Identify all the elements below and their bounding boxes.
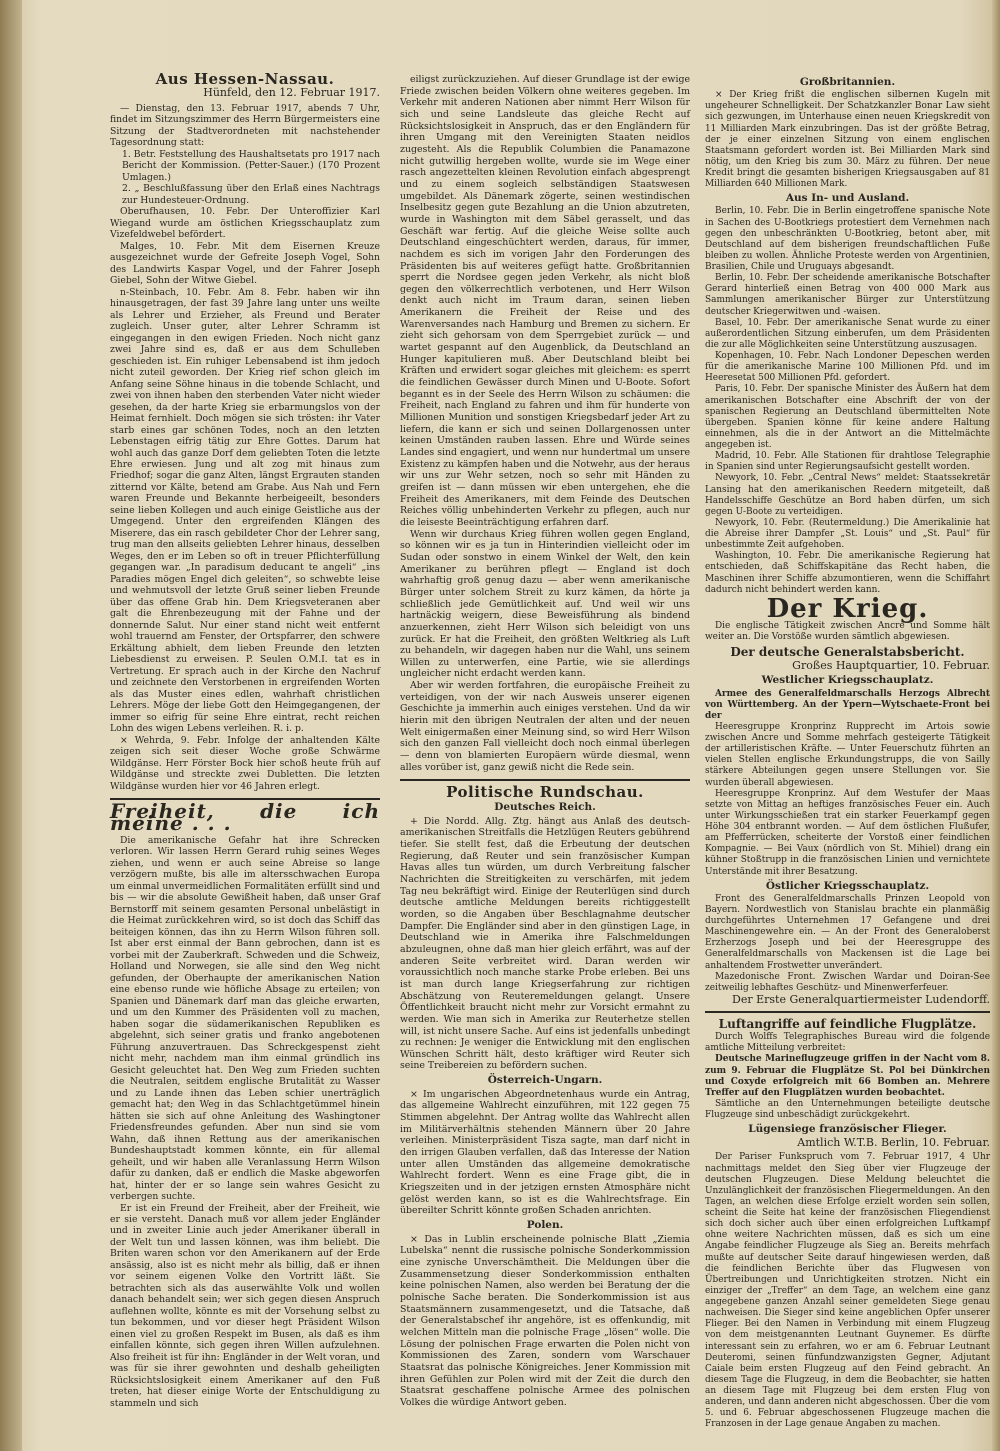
article-paragraph: Basel, 10. Febr. Der amerikanische Senat wurde zu einer außerordentlichen Sitzung einberufen, um dem Präsidenten die zur alle Möglichkeiten seine Unterstützung auszusagen. [705,317,990,350]
article-paragraph: n-Steinbach, 10. Febr. Am 8. Febr. haben wir ihn hinausgetragen, der fast 39 Jahre lang unter uns weilte als Lehrer und Erzieher, als Freund und Berater zugleich. Unser guter, alter Lehrer Schramm ist eingegangen in den ewigen Frieden. Noch nicht ganz zwei Jahre sind es, daß er aus dem Schulleben geschieden ist. Ein ruhiger Lebensabend ist ihm jedoch nicht zuteil geworden. Der Krieg rief schon gleich im Anfang seine Söhne hinaus in die tobende Schlacht, und zwei von ihnen haben den sterbenden Vater nicht wieder gesehen, da der harte Krieg sie erbarmungslos von der Heimat fernhielt. Doch mögen sie sich trösten: ihr Vater starb eines gar schönen Todes, noch an den letzten Lebenstagen eifrig tätig zur Ehre Gottes. Darum hat wohl auch das ganze Dorf dem geliebten Toten die letzte Ehre erwiesen. Jung und alt zog mit hinaus zum Friedhof; sogar die ganz Alten, längst Ergrauten standen zitternd vor Kälte, betend am Grabe. Aus Nah und Fern waren Freunde und Bekannte herbeigeeilt, besonders seine lieben Kollegen und auch einige Geistliche aus der Umgegend. Unter den ergreifenden Klängen des Miserere, das ein rasch gebildeter Chor der Lehrer sang, trug man den allseits geliebten Lehrer hinaus, desselben Weges, den er im Leben so oft in treuer Pflichterfüllung gegangen war. „In paradisum deducant te angeli“ „ins Paradies mögen Engel dich geleiten“, so schwebte leise und wehmutsvoll der letzte Gruß seiner lieben Freunde über das offene Grab hin. Dem Kriegsveteranen aber galt die Ehrenbezeugung mit der Fahne und der donnernde Salut. Nur einer stand nicht weit entfernt wohl trauernd am Fenster, der Ortspfarrer, den schwere Erkältung abhielt, dem lieben Freunde den letzten Liebesdienst zu erweisen. P. Seulen O.M.I. tat es in Vertretung. Er sprach auch in der Kirche den Nachruf und zeichnete den Verstorbenen in ergreifenden Worten als das Muster eines edlen, wahrhaft christlichen Lehrers. Möge der liebe Gott den Heimgegangenen, der immer so eifrig für seine Ehre eintrat, recht reichen Lohn des wigen Lebens verleihen. R. i. p. [110,286,380,735]
article-paragraph: Deutsche Marineflugzeuge griffen in der Nacht vom 8. zum 9. Februar die Flugplätze St. Pol bei Dünkirchen und Coxyde erfolgreich mit 66 Bomben an. Mehrere Treffer auf den Flugplätzen wurden beobachtet. [705,1054,990,1098]
agenda-item: 2. „ Beschlußfassung über den Erlaß eines Nachtrags zur Hundesteuer-Ordnung. [122,183,380,206]
article-paragraph: Paris, 10. Febr. Der spanische Minister des Äußern hat dem amerikanischen Botschafter eine Abschrift der von der spanischen Regierung an Deutschland übermittelten Note übergeben. Spanien könne für keine andere Haltung einnehmen, als die in der Antwort an die Mittelmächte angegeben ist. [705,384,990,450]
article-paragraph: Heeresgruppe Kronprinz. Auf dem Westufer der Maas setzte von Mittag an heftiges französisches Feuer ein. Auch unter Wirkungsschießen trat ein starker Feuerkampf gegen Höhe 304 entbrannt worden. — Auf dem östlichen Flußufer, am Pfefferrücken, scheiterte der Vorstoß einer feindlichen Kompagnie. — Bei Vaux (nördlich von St. Mihiel) drang ein kühner Stoßtrupp in die französischen Linien und vernichtete Unterstände mit ihrer Besatzung. [705,788,990,877]
subsection-title: Lügensiege französischer Flieger. [748,1123,947,1136]
section-title-hessen-nassau: Aus Hessen-Nassau. [155,70,335,88]
dateline: Hünfeld, den 12. Februar 1917. [203,86,380,100]
article-paragraph: Heeresgruppe Kronprinz Rupprecht im Artois sowie zwischen Ancre und Somme mehrfach gesteigerte Tätigkeit der artilleristischen Kräfte. — Unter Feuerschutz führten an vielen Stellen englische Erkundungstrupps, die von Sailly stärkere Abteilungen gegen unsere Stellungen vor. Sie wurden überall abgewiesen. [705,721,990,788]
article-paragraph: × Wehrda, 9. Febr. Infolge der anhaltenden Kälte zeigen sich seit dieser Woche große Schwärme Wildgänse. Herr Förster Bock hier schoß heute früh auf Wildgänse und streckte zwei Dubletten. Die letzten Wildgänse wurden hier vor 46 Jahren erlegt. [110,734,380,792]
page-binding-edge [0,0,22,1451]
subsection-title: Deutsches Reich. [494,801,596,814]
article-paragraph: Aber wir werden fortfahren, die europäische Freiheit zu verteidigen, von der wir nach Ausweis unserer eigenen Geschichte ja immerhin auch einiges verstehen. Und da wir hierin mit den übrigen Neutralen der alten und der neuen Welt einigermaßen einer Meinung sind, so wird Herr Wilson sich den ganzen Fall vielleicht doch noch einmal überlegen — denn von blamierten Europäern würde diesmal, wenn alles vorüber ist, ganz gewiß nicht die Rede sein. [400,680,690,773]
dateline: Amtlich W.T.B. Berlin, 10. Februar. [797,1136,990,1150]
signature: Der Erste Generalquartiermeister Ludendorff. [732,992,990,1006]
article-paragraph: Madrid, 10. Febr. Alle Stationen für drahtlose Telegraphie in Spanien sind unter Regierungsaufsicht gestellt worden. [705,451,990,473]
article-paragraph: × Im ungarischen Abgeordnetenhaus wurde ein Antrag, das allgemeine Wahlrecht einzuführen, mit 122 gegen 75 Stimmen abgelehnt. Der Antrag wollte das Wahlrecht allen im Militärverhältnis stehenden Männern über 20 Jahre verleihen. Ministerpräsident Tisza sagte, man darf nicht in den irrigen Glauben verfallen, daß das Interesse der Nation unter allen Umständen das allgemeine demokratische Wahlrecht fordert. Wenn es eine Frage gibt, die in Kriegszeiten und in der jetzigen ernsten Atmosphäre nicht gelöst werden kann, so ist es die Wahlrechtsfrage. Ein übereilter Schritt könnte großen Schaden anrichten. [400,1088,690,1217]
page-right-edge [992,0,1000,1451]
article-title-luftangriffe: Luftangriffe auf feindliche Flugplätze. [718,1017,977,1031]
article-paragraph: × Das in Lublin erscheinende polnische Blatt „Ziemia Lubelska“ nennt die russische polnische Sonderkommission eine zynische Unverschämtheit. Die Meldungen über die Zusammensetzung dieser Sonderkommission enthalten keine polnischen Namen, also werden bei Beratung der die polnische Sache beraten. Die Sonderkommission ist aus Staatsmännern zusammengesetzt, und die Tatsache, daß der Generalstabschef ihr angehöre, ist es offenkundig, mit welchen Mitteln man die polnische Frage „lösen“ wolle. Die Lösung der polnischen Frage erwarten die Polen nicht von Kommissionen des Zaren, sondern vom Warschauer Staatsrat das polnische Königreiches. Jener Kommission mit ihren Gefühlen zur Polen wird mit der Zeit die durch den Staatsrat geschaffene polnische Armee des polnischen Volkes die würdige Antwort geben. [400,1233,690,1408]
article-paragraph: Durch Wolffs Telegraphisches Bureau wird die folgende amtliche Mitteilung verbreitet: [705,1032,990,1054]
article-paragraph: Newyork, 10. Febr. „Central News“ meldet: Staatssekretär Lansing hat den amerikanischen Reedern mitgeteilt, daß Handelsschiffe Geschütze an Bord haben dürfen, um sich gegen U-Boote zu verteidigen. [705,473,990,517]
article-paragraph: × Der Krieg frißt die englischen silbernen Kugeln mit ungeheurer Schnelligkeit. Der Schatzkanzler Bonar Law sieht sich gezwungen, im Unterhause einen neuen Kriegskredit von 11 Milliarden Mark einzubringen. Das ist der größte Betrag, der je einer einzelnen Sitzung von einem englischen Staatsmann gefordert worden ist. Bei Milliarden Mark sind nötig, um den Krieg bis zum 30. März zu führen. Der neue Kredit bringt die gesamten bisherigen Kriegsausgaben auf 81 Milliarden 640 Millionen Mark. [705,90,990,190]
subsection-title: Östlicher Kriegsschauplatz. [765,879,930,892]
article-paragraph: Berlin, 10. Febr. Die in Berlin eingetroffene spanische Note in Sachen des U-Bootkriegs protestiert dem Vernehmen nach gegen den unbeschränkten U-Bootkrieg, betont aber, mit Deutschland auf dem bisherigen freundschaftlichen Fuße bleiben zu wollen. Ähnliche Proteste werden von Argentinien, Brasilien, Chile und Uruguays abgesandt. [705,206,990,272]
dateline: Großes Hauptquartier, 10. Februar. [792,659,990,673]
article-paragraph: Der Pariser Funkspruch vom 7. Februar 1917, 4 Uhr nachmittags meldet den Sieg über vier Flugzeuge der deutschen Flugzeugen. Diese Meldung beleuchtet die Unzulänglichkeit der französischen Fliegermeldungen. An den Tagen, an welchen diese Erfolge erzielt worden sein sollen, scheint die Seite hat keine der französischen Fliegendienst sich doch sicher auch über einen erfolgreichen Luftkampf ohne weitere Nachrichten müssen, daß es sich um eine Angabe feindlicher Flugzeuge als Sieg an. Bereits mehrfach mußte auf deutscher Seite darauf hingewiesen werden, daß die feindlichen Berichte über das Flugwesen von Übertreibungen und Unrichtigkeiten strotzen. Nicht ein einziger der „Treffer“ an dem Tage, an welchem eine ganz angegebene ganzen Anzahl seiner gemeldeten Siege genau nachweisen. Die Sieger sind keine angeblichen Opfer unserer Flieger. Bei den Namen in Verbindung mit einem Flugzeug von dem meistgenannten Leutnant Guynemer. Es dürfte interessant sein zu erfahren, wo er am 6. Februar Leutnant Deuteromi, seinen fünfundzwanzigsten Gegner, Adjutant Caiale beim ersten Flugzeug auf den Feind gebracht. An diesem Tage die Flugzeug, in dem die Beobachter, sie hatten an diesem Tage mit Flugzeug bei dem ersten Flug von anderen, und dann anderen nicht abgeschossen. Über die vom 5. und 6. Februar abgeschossenen Flugzeuge machen die Franzosen in der Lage genaue Angaben zu machen. [705,1152,990,1430]
article-paragraph: Kopenhagen, 10. Febr. Nach Londoner Depeschen werden für die amerikanische Marine 100 Millionen Pfd. und im Heeresetat 500 Millionen Pfd. gefordert. [705,351,990,384]
article-paragraph: eiligst zurückzuziehen. Auf dieser Grundlage ist der ewige Friede zwischen beiden Völkern ohne weiteres gegeben. Im Verkehr mit anderen Nationen aber nimmt Herr Wilson für sich und seine Landsleute das gleiche Recht auf Rücksichtslosigkeit in Anspruch, das er den Engländern für ihren Umgang mit den Vereinigten Staaten neidlos zugesteht. Als die Republik Columbien die Panamazone nicht gutwillig hergeben wollte, wurde sie im Wege einer rasch angezettelten kleinen Revolution einfach abgesprengt und zu einem sogleich selbständigen Staatswesen umgebildet. Als Dänemark zögerte, seinen westindischen Inselbesitz gegen gute Bezahlung an die Union abzutreten, wurde in Washington mit dem Säbel gerasselt, und das Geschäft war fertig. Auf die gleiche Weise sollte auch Deutschland eingeschüchtert werden, daraus, für immer, nachdem es sich im vorigen Jahr den Forderungen des Präsidenten bis auf weiteres gefügt hatte. Großbritannien sperrt die Nordsee gegen jeden Verkehr, als nicht bloß gegen den völkerrechtlich verbotenen, und Herr Wilson denkt auch nicht im Traum daran, seinen lieben Amerikanern die Freiheit der Reise und des Warenversandes nach Hamburg und Bremen zu sichern. Er zieht sich gehorsam von dem Sperrgebiet zurück — und wartet gespannt auf den Augenblick, da Deutschland an Hunger kapitulieren muß. Aber Deutschland bleibt bei Kräften und erwidert sogar gleiches mit gleichem: es sperrt die feindlichen Gewässer durch Minen und U-Boote. Sofort begannt es in der Seele des Herrn Wilson zu schäumen: die Freiheit, nach England zu fahren und ihm für hunderte von Millionen Munition und sonstigen Kriegsbedarf jeder Art zu liefern, die kann er sich und seinen Dollargenossen unter keinen Umständen rauben lassen. Ehre und Würde seines Landes sind engagiert, und wenn nur hundertmal um unsere Existenz zu kämpfen haben und die Notwehr, aus der heraus wir uns zur Wehr setzen, noch so sehr mit Händen zu greifen ist — dann müssen wir eben untergehen, ehe die Freiheit des Amerikaners, mit dem Feinde des Deutschen Reiches völlig unbehinderten Verkehr zu pflegen, auch nur die leiseste Beeinträchtigung erfahren darf. [400,74,690,528]
column-left [110,70,381,1409]
article-paragraph: Malges, 10. Febr. Mit dem Eisernen Kreuze ausgezeichnet wurde der Gefreite Joseph Vogel, Sohn des Landwirts Kaspar Vogel, und der Fahrer Joseph Giebel, Sohn der Witwe Giebel. [110,240,380,287]
article-title-freiheit: Freiheit, die ich meine . . . [110,799,380,835]
article-paragraph: Newyork, 10. Febr. (Reutermeldung.) Die Amerikalinie hat die Abreise ihrer Dampfer „St. Louis“ und „St. Paul“ für unbestimmte Zeit aufgehoben. [705,517,990,551]
section-title-politische-rundschau: Politische Rundschau. [446,783,644,802]
subsection-title: Österreich-Ungarn. [487,1074,603,1087]
article-paragraph: Mazedonische Front. Zwischen Wardar und Doiran-See zeitweilig lebhaftes Geschütz- und Minenwerferfeuer. [705,971,990,993]
column-middle [400,74,690,1409]
section-title-der-krieg: Der Krieg. [766,593,929,624]
agenda-item: 1. Betr. Feststellung des Haushaltsetats pro 1917 nach Bericht der Kommission. (Petter-Sauer.) (170 Prozent Umlagen.) [122,148,380,183]
article-paragraph: Washington, 10. Febr. Die amerikanische Regierung hat entschieden, daß Schiffskapitäne das Recht haben, die Maschinen ihrer Schiffe abzumontieren, wenn die Schiffahrt dadurch nicht behindert werden kann. [705,551,990,595]
article-paragraph: Er ist ein Freund der Freiheit, aber der Freiheit, wie er sie versteht. Danach muß vor allem jeder Engländer und in zweiter Linie auch jeder Amerikaner überall in der Welt tun und lassen können, was ihm beliebt. Die Briten waren schon vor den Amerikanern auf der Erde ansässig, also ist es nicht mehr als billig, daß er ihnen vor seinem eigenen Volke den Vortritt läßt. Sie betrachten sich als das auserwählte Volk und wollen danach behandelt sein; wer sich gegen diesen Anspruch auflehnen wollte, könnte es mit der Vorsehung selbst zu tun bekommen, und vor dieser hegt Präsident Wilson einen viel zu großen Respekt im Busen, als daß es ihm einfallen könnte, sich gegen ihren Willen aufzulehnen. Also freiheit ist für ihn: Engländer in der Welt voran, und was für sie ihrer gewohnten und deshalb geheiligten Rücksichtslosigkeit einem Amerikaner auf den Fuß treten, hat dieser einige Worte der Entschuldigung zu stammeln und sich [110,1202,380,1409]
section-divider [705,1011,990,1013]
article-paragraph: Front des Generalfeldmarschalls Prinzen Leopold von Bayern. Nordwestlich von Stanislau brachte ein planmäßig durchgeführtes Unternehmen 17 Gefangene und drei Maschinengewehre ein. — An der Front des Generaloberst Erzherzogs Joseph und bei der Heeresgruppe des Generalfeldmarschalls von Mackensen ist die Lage bei anhaltendem Frostwetter unverändert. [705,893,990,971]
article-paragraph: Wenn wir durchaus Krieg führen wollen gegen England, so können wir es ja tun in Hinterindien vielleicht oder im Sudan oder sonstwo in einem Winkel der Welt, den kein Amerikaner zu berühren pflegt — England ist doch wahrhaftig groß genug dazu — aber wenn amerikanische Bürger unter solchem Streit zu kurz kämen, da hörte ja schließlich jede Gemütlichkeit auf. Und weil wir uns hartnäckig weigern, diese Beweisführung als bindend anzuerkennen, zieht Herr Wilson sich beleidigt von uns zurück. Er hat die Freiheit, den größten Weltkrieg als Luft zu behandeln, wir dagegen haben nur die Wahl, uns seinem Willen zu unterwerfen, eine Partie, wie sie allerdings ungleicher nicht erdacht werden kann. [400,528,690,680]
subsection-title: Polen. [526,1219,564,1231]
article-paragraph: — Dienstag, den 13. Februar 1917, abends 7 Uhr, findet im Sitzungszimmer des Herrn Bürgermeisters eine Sitzung der Stadtverordneten mit nachstehender Tagesordnung statt: [110,102,381,149]
subsection-title: Großbritannien. [799,76,896,88]
subsection-title: Westlicher Kriegsschauplatz. [761,674,934,687]
article-paragraph: Die amerikanische Gefahr hat ihre Schrecken verloren. Wir lassen Herrn Gerard ruhig seines Weges ziehen, und wenn er auch seine Abreise so lange verzögern mußte, bis alle im altersschwachen Europa um einmal unvermeidlichen Formalitäten erfüllt sind und bis — wir die absolute Gewißheit haben, daß unser Graf Bernstorff mit seinem gesamten Personal unbelästigt in die Heimat zurückkehren wird, so ist doch das Schiff das beiteigen können, das ihn zu Herrn Wilson führen soll. Ist aber erst einmal der Bann gebrochen, dann ist es vorbei mit der Zauberkraft. Schweden und die Schweiz, Holland und Norwegen, sie alle sind den Weg nicht gefunden, der Oberhaupte der amerikanischen Nation eine ebenso runde wie höfliche Absage zu erteilen; von Spanien und Dänemark darf man das gleiche erwarten, und um den Kummer des Präsidenten voll zu machen, haben sogar die südamerikanischen Republiken es abgelehnt, sich seiner gratis und franko angebotenen Führung anzuvertrauen. Das Schreckgespenst zieht nicht mehr, nachdem man ihm einmal gründlich ins Gesicht geleuchtet hat. Den Weg zum Frieden suchten die Neutralen, seitdem englische Brutalität zu Wasser und zu Lande ihnen das Leben schier unerträglich gemacht hat; den Weg in das Schlachtgetümmel hinein hätten sie sich auf ohne Anleitung des Washingtoner Friedensfreundes gefunden. Aber nun sind sie vom Wahn, daß ihnen Rettung aus der amerikanischen Bundeshauptstadt kommen könnte, ein für allemal geheilt, und wir haben alle Veranlassung Herrn Wilson dafür zu danken, daß er endlich die Maske abgeworfen hat, hinter der er so lange sein wahres Gesicht zu verbergen suchte. [110,835,380,1203]
section-divider [400,779,690,781]
subsection-title: Der deutsche Generalstabsbericht. [730,645,965,660]
article-paragraph: Die englische Tätigkeit zwischen Ancre und Somme hält weiter an. Die Vorstöße wurden sämtlich abgewiesen. [705,620,990,642]
article-paragraph: Oberufhausen, 10. Febr. Der Unteroffizier Karl Wiegand wurde am östlichen Kriegsschauplatz zum Vizefeldwebel befördert. [110,206,380,241]
article-paragraph: Sämtliche an den Unternehmungen beteiligte deutsche Flugzeuge sind unbeschädigt zurückgekehrt. [705,1098,990,1120]
article-paragraph: + Die Nordd. Allg. Ztg. hängt aus Anlaß des deutsch-amerikanischen Streitfalls die Hetzlügen Reuters gebührend tiefer. Sie stellt fest, daß die Erbeutung der deutschen Regierung, daß Reuter und sein französischer Kumpan Havas alles tun würden, um durch Verbreitung falscher Nachrichten die Streitigkeiten zu verschärfen, mit jedem Tag neu bekräftigt wird. Einige der Reuterlügen sind durch deutsche amtliche Meldungen bereits richtiggestellt worden, so die Angaben über Beschlagnahme deutscher Dampfer. Die Engländer sind aber in den günstigen Lage, in Deutschland wie in Amerika ihre Falschmeldungen abzuleugnen, ohne daß man hier gleich erfährt, was auf der anderen Seite verbreitet wird. Daran werden wir voraussichtlich noch manche starke Probe erleben. Bei uns ist man durch lange Kriegserfahrung zur richtigen Abschätzung von Reuteremeldungen gelangt. Unsere Öffentlichkeit braucht nicht mehr zur Vorsicht ermahnt zu werden. Wie man sich in Amerika zur Reuterhetze stellen will, ist nicht unsere Sache. Auf eins ist jedenfalls unbedingt zu rechnen: Je weniger die Entwicklung mit den englischen Wünschen Schritt hält, desto kräftiger wird Reuter sich seine Treibereien zu befördern suchen. [400,815,690,1072]
column-right [705,74,990,1431]
subsection-title: Aus In- und Ausland. [785,192,910,205]
article-paragraph: Berlin, 10. Febr. Der scheidende amerikanische Botschafter Gerard hinterließ einen Betrag von 400 000 Mark aus Sammlungen amerikanischer Bürger zur Unterstützung deutscher Kriegerwitwen und -waisen. [705,273,990,317]
army-heading: Armee des Generalfeldmarschalls Herzogs Albrecht von Württemberg. An der Ypern—Wytschaete-Front bei der [705,688,990,721]
